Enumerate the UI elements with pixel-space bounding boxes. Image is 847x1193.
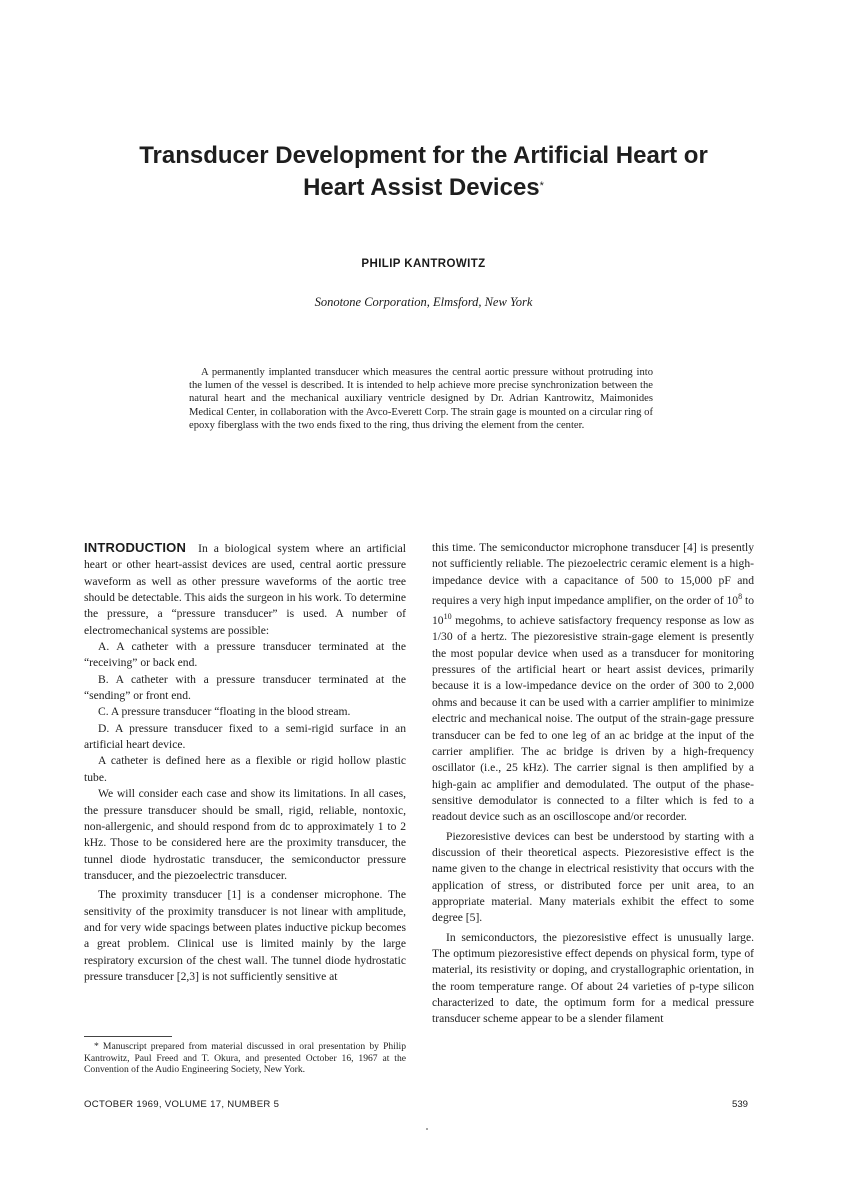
paragraph: The proximity transducer [1] is a condenser microphone. The sensitivity of the proximity transducer is not linear with amplitude, and for very wide spacings between plates inductive pickup becomes a great problem. Clinical use is limited mainly by the large respiratory excursion of the chest wall. The tunnel diode hydrostatic pressure transducer [2,3] is not sufficiently sensitive at xyxy=(84,888,406,983)
paragraph: We will consider each case and show its limitations. In all cases, the pressure transducer should be small, rigid, reliable, nontoxic, non-allergenic, and should respond from dc to approximately 1 to 2 kHz. Those to be considered here are the proximity transducer, the tunnel diode hydrostatic transducer, the semiconductor pressure transducer, and the piezoelectric transducer. xyxy=(84,787,406,882)
body-column-left xyxy=(84,540,406,985)
page-number: 539 xyxy=(732,1099,749,1110)
title-line-2: Heart Assist Devices xyxy=(303,174,540,201)
exponent: 10 xyxy=(443,612,452,622)
paragraph: A catheter is defined here as a flexible or rigid hollow plastic tube. xyxy=(84,754,406,784)
intro-paragraph xyxy=(84,540,406,639)
section-heading: INTRODUCTION xyxy=(84,540,187,555)
list-item-b: B. A catheter with a pressure transducer terminated at the “sending” or front end. xyxy=(84,672,406,703)
title-line-1: Transducer Development for the Artificial Heart or xyxy=(139,142,708,169)
paragraph-text: this time. The semiconductor microphone transducer [4] is presently not sufficiently reliable. The piezoelectric ceramic element is a high-impedance device with a capacitance of 500 to 15,000 pF and requires a very high input impedance amplifier, on the order of 10 xyxy=(432,541,754,607)
paragraph: Piezoresistive devices can best be understood by starting with a discussion of their theoretical aspects. Piezoresistive effect is the name given to the change in electrical resistivity that occurs with the application of stress, or distributed force per unit area, to an appropriate material. Many materials exhibit the effect to some degree [5]. xyxy=(432,829,754,925)
author-name: PHILIP KANTROWITZ xyxy=(361,258,486,270)
paragraph-text: In a biological system where an artificial heart or other heart-assist devices are used, central aortic pressure waveform as well as other pressure waveforms of the aortic tree should be detectable. This aids the surgeon in his work. To determine the pressure, a “pressure transducer” is used. A number of electromechanical systems are possible: xyxy=(84,542,407,637)
title-footnote-mark: * xyxy=(539,180,544,192)
list-item-a: A. A catheter with a pressure transducer terminated at the “receiving” or back end. xyxy=(84,640,406,670)
footnote-rule xyxy=(84,1036,172,1037)
journal-issue-footer: OCTOBER 1969, VOLUME 17, NUMBER 5 xyxy=(84,1099,280,1110)
list-item-d: D. A pressure transducer fixed to a semi-rigid surface in an artificial heart device. xyxy=(84,721,406,752)
author-affiliation: Sonotone Corporation, Elmsford, New York xyxy=(314,295,533,309)
footnote: * Manuscript prepared from material discussed in oral presentation by Philip Kantrowitz, Paul Freed and T. Okura, and presented October 16, 1967 at the Convention of the Audio Engineering Society, New York. xyxy=(84,1041,406,1076)
scan-speck xyxy=(426,1128,428,1130)
body-column-right xyxy=(432,540,754,1028)
paper-title xyxy=(60,140,787,204)
paragraph: In semiconductors, the piezoresistive effect is unusually large. The optimum piezoresistive effect depends on physical form, type of material, its resistivity or doping, and crystallographic orientation, in the room temperature range. Of about 24 varieties of p-type silicon characterized to date, the optimum form for a medical pressure transducer scheme appear to be a slender filament xyxy=(432,930,754,1026)
abstract: A permanently implanted transducer which measures the central aortic pressure without protruding into the lumen of the vessel is described. It is intended to help achieve more precise synchronization between the natural heart and the mechanical auxiliary ventricle designed by Dr. Adrian Kantrowitz, Maimonides Medical Center, in collaboration with the Avco-Everett Corp. The strain gage is mounted on a circular ring of epoxy fiberglass with the two ends fixed to the ring, thus driving the element from the center. xyxy=(189,367,653,431)
exponent: 8 xyxy=(738,592,743,602)
paragraph-text: to 10 xyxy=(432,593,754,628)
paragraph xyxy=(432,540,754,826)
paragraph-text: megohms, to achieve satisfactory frequency response as low as 1/30 of a hertz. The piezoresistive strain-gage element is presently the most popular device when used as a transducer for monitoring pressures of the artificial heart or heart assist devices, primarily because it is a low-impedance device on the order of 300 to 2,000 ohms and because it can be used with a carrier amplifier to minimize electric and mechanical noise. The output of the strain-gage pressure transducer can be fed to one leg of an ac bridge at the input of the carrier amplifier. The ac bridge is driven by a high-frequency oscillator (i.e., 25 kHz). The carrier signal is then amplified by a high-gain ac amplifier and demodulated. The output of the phase-sensitive demodulator is connected to a filter which is fed to a readout device such as an oscilloscope and/or recorder. xyxy=(432,614,754,824)
list-item-c: C. A pressure transducer “floating in the blood stream. xyxy=(98,705,351,719)
